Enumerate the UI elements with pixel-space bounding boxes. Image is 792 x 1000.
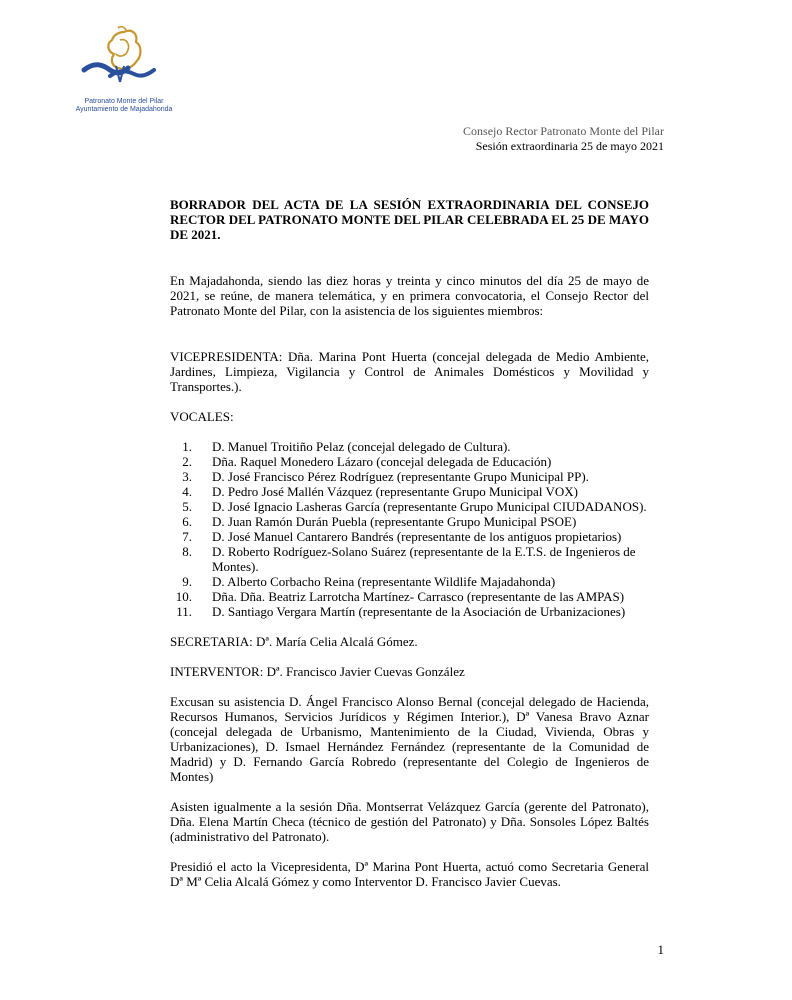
- list-item: 7. D. José Manuel Cantarero Bandrés (representante de los antiguos propietarios): [182, 529, 622, 544]
- logo-caption: [72, 98, 176, 114]
- patronato-logo: [66, 26, 176, 118]
- list-item: 8. D. Roberto Rodríguez-Solano Suárez (representante de la E.T.S. de Ingenieros de Montes).: [182, 544, 636, 574]
- list-item: 10. Dña. Dña. Beatriz Larrotcha Martínez- Carrasco (representante de las AMPAS): [175, 589, 625, 604]
- document-title: BORRADOR DEL ACTA DE LA SESIÓN EXTRAORDINARIA DEL CONSEJO RECTOR DEL PATRONATO MONTE DEL PILAR CELEBRADA EL 25 DE MAYO DE 2021.: [170, 197, 649, 242]
- asisten-paragraph: Asisten igualmente a la sesión Dña. Montserrat Velázquez García (gerente del Patronato), Dña. Elena Martín Checa (técnico de gestión del Patronato) y Dña. Sonsoles López Baltés (administrativo del Patronato).: [170, 799, 649, 844]
- excusan-paragraph: Excusan su asistencia D. Ángel Francisco Alonso Bernal (concejal delegado de Hacienda, Recursos Humanos, Servicios Jurídicos y Régimen Interior.), Dª Vanesa Bravo Aznar (concejal delegada de Urbanismo, Mantenimiento de la Ciudad, Vivienda, Obras y Urbanizaciones), D. Ismael Hernández Fernández (representante de la Comunidad de Madrid) y D. Fernando García Robredo (representante del Colegio de Ingenieros de Montes): [170, 694, 649, 784]
- vicepresidenta-paragraph: VICEPRESIDENTA: Dña. Marina Pont Huerta (concejal delegada de Medio Ambiente, Jardines, Limpieza, Vigilancia y Control de Animales Domésticos y Movilidad y Transportes.).: [170, 349, 649, 394]
- list-item: 2. Dña. Raquel Monedero Lázaro (concejal delegada de Educación): [182, 454, 552, 469]
- secretaria-line: SECRETARIA: Dª. María Celia Alcalá Gómez.: [170, 634, 418, 649]
- list-item: 5. D. José Ignacio Lasheras García (representante Grupo Municipal CIUDADANOS).: [182, 499, 647, 514]
- logo-line-2: Ayuntamiento de Majadahonda: [75, 106, 173, 113]
- monte-del-pilar-emblem-icon: [80, 26, 160, 98]
- list-item: 9. D. Alberto Corbacho Reina (representante Wildlife Majadahonda): [182, 574, 556, 589]
- vocales-heading: VOCALES:: [170, 409, 234, 424]
- header-line-2: Sesión extraordinaria 25 de mayo 2021: [475, 139, 664, 153]
- logo-line-1: Patronato Monte del Pilar: [84, 98, 164, 105]
- list-item: 4. D. Pedro José Mallén Vázquez (representante Grupo Municipal VOX): [182, 484, 578, 499]
- vocales-list: [170, 439, 649, 619]
- list-item: 1. D. Manuel Troitiño Pelaz (concejal delegado de Cultura).: [182, 439, 511, 454]
- document-body: [170, 197, 649, 889]
- list-item: 6. D. Juan Ramón Durán Puebla (representante Grupo Municipal PSOE): [182, 514, 577, 529]
- list-item: 11. D. Santiago Vergara Martín (representante de la Asociación de Urbanizaciones): [176, 604, 626, 619]
- intro-paragraph: En Majadahonda, siendo las diez horas y treinta y cinco minutos del día 25 de mayo de 2021, se reúne, de manera telemática, y en primera convocatoria, el Consejo Rector del Patronato Monte del Pilar, con la asistencia de los siguientes miembros:: [170, 273, 649, 318]
- header-line-1: Consejo Rector Patronato Monte del Pilar: [463, 124, 664, 138]
- running-header: [463, 124, 664, 154]
- presidio-paragraph: Presidió el acto la Vicepresidenta, Dª Marina Pont Huerta, actuó como Secretaria General Dª Mª Celia Alcalá Gómez y como Interventor D. Francisco Javier Cuevas.: [170, 859, 649, 889]
- page-number: 1: [657, 942, 664, 957]
- interventor-line: INTERVENTOR: Dª. Francisco Javier Cuevas González: [170, 664, 465, 679]
- list-item: 3. D. José Francisco Pérez Rodríguez (representante Grupo Municipal PP).: [182, 469, 589, 484]
